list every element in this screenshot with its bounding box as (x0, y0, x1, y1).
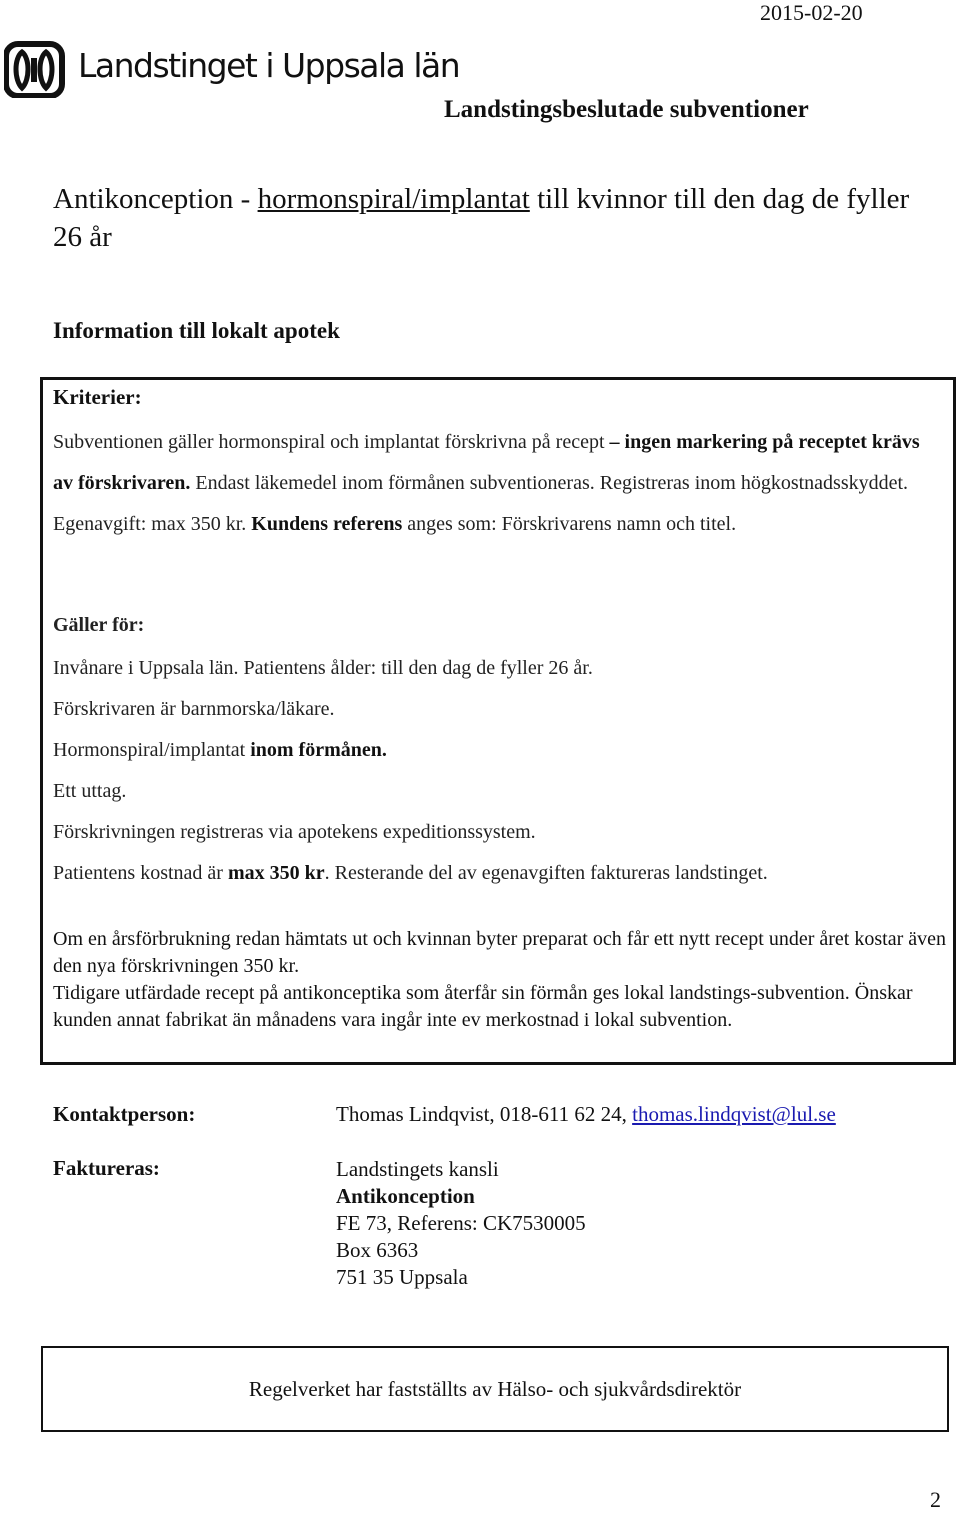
info-heading: Information till lokalt apotek (53, 318, 340, 343)
criteria-text-part: anges som: Förskrivarens namn och titel. (402, 513, 737, 535)
list-item (53, 736, 768, 777)
list-item: Ett uttag. (53, 780, 127, 802)
logo-text: Landstinget i Uppsala län (78, 46, 460, 85)
criteria-text-part: Subventionen gäller hormonspiral och implantat förskrivna på recept (53, 431, 610, 453)
landstinget-logo (4, 40, 460, 100)
contact-label: Kontaktperson: (53, 1102, 196, 1126)
applies-heading: Gäller för: (53, 614, 145, 636)
criteria-text (53, 422, 943, 545)
note-paragraph: Om en årsförbrukning redan hämtats ut och kvinnan byter preparat och får ett nytt recept under året kostar även den nya förskrivningen 350 kr. (53, 928, 946, 977)
footer-note-box (41, 1346, 949, 1432)
list-item-bold: max 350 kr (227, 862, 325, 884)
criteria-text-bold: – ingen markering på receptet krävs av förskrivaren. (53, 431, 920, 494)
document-category-title: Landstingsbeslutade subventioner (444, 96, 809, 123)
billing-label: Faktureras: (53, 1156, 160, 1180)
list-item-bold: inom förmånen. (250, 739, 387, 761)
billing-line: 751 35 Uppsala (336, 1265, 468, 1289)
criteria-text-bold: Kundens referens (251, 513, 403, 535)
billing-line: FE 73, Referens: CK7530005 (336, 1211, 586, 1235)
page-title (53, 180, 943, 256)
billing-address (336, 1156, 586, 1291)
title-underlined: hormonspiral/implantat (257, 183, 530, 215)
title-part: Antikonception - (53, 183, 258, 215)
contact-value (336, 1102, 836, 1127)
contact-email-link[interactable]: thomas.lindqvist@lul.se (632, 1102, 836, 1126)
notes-section (53, 926, 948, 1034)
list-item: Förskrivningen registreras via apotekens expeditionssystem. (53, 821, 536, 843)
list-item: Förskrivaren är barnmorska/läkare. (53, 698, 335, 720)
footer-note: Regelverket har fastställts av Hälso- och sjukvårdsdirektör (248, 1376, 742, 1401)
list-item-text: Hormonspiral/implantat (53, 739, 251, 761)
list-item (53, 859, 768, 900)
criteria-heading: Kriterier: (53, 385, 142, 409)
list-item-text: . Resterande del av egenavgiften faktureras landstinget. (324, 862, 768, 884)
billing-line: Landstingets kansli (336, 1157, 499, 1181)
applies-list (53, 654, 768, 900)
criteria-text-part: Endast läkemedel inom förmånen subventioneras. Registreras inom högkostnadsskyddet. Egenavgift: max 350 kr. (53, 472, 909, 535)
billing-line: Box 6363 (336, 1238, 419, 1262)
list-item-text: Patientens kostnad är (53, 862, 228, 884)
list-item: Invånare i Uppsala län. Patientens ålder: till den dag de fyller 26 år. (53, 657, 593, 679)
contact-details: Thomas Lindqvist, 018-611 62 24, (336, 1102, 633, 1126)
landstinget-emblem-icon (4, 40, 66, 98)
page-number: 2 (930, 1487, 941, 1512)
title-part: till kvinnor till den dag de fyller 26 år (53, 183, 910, 253)
document-date: 2015-02-20 (760, 0, 863, 25)
note-paragraph: Tidigare utfärdade recept på antikonceptika som återfår sin förmån ges lokal landstings-subvention. Önskar kunden annat fabrikat än månadens vara ingår inte ev merkostnad i lokal subvention. (53, 982, 913, 1031)
billing-line-bold: Antikonception (336, 1184, 475, 1208)
